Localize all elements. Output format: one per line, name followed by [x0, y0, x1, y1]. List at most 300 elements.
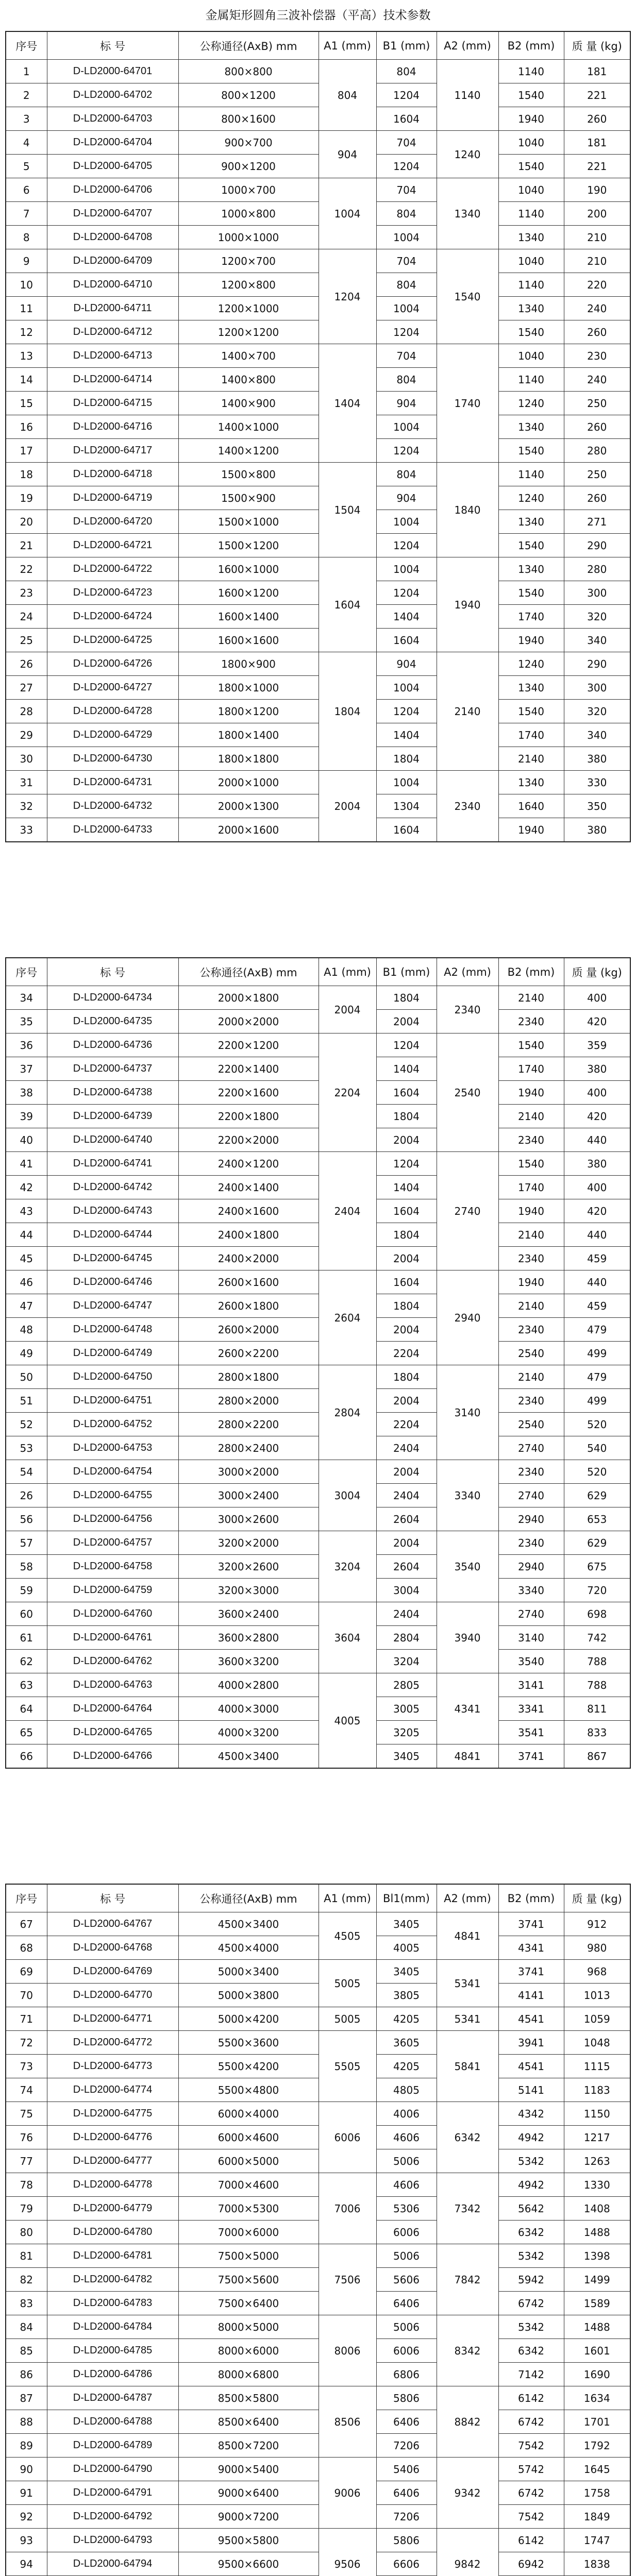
cell-size: 2800×1800 [178, 1365, 319, 1389]
cell-seq: 35 [6, 1010, 47, 1033]
cell-a1: 8006 [319, 2315, 376, 2386]
cell-b1: 1804 [376, 1294, 437, 1318]
cell-size: 1200×700 [178, 249, 319, 273]
cell-weight: 1217 [564, 2126, 630, 2149]
cell-weight: 320 [564, 700, 630, 723]
cell-b2: 1740 [498, 723, 564, 747]
cell-size: 1200×1200 [178, 320, 319, 344]
cell-size: 1400×800 [178, 368, 319, 392]
cell-b1: 6406 [376, 2481, 437, 2505]
cell-model: D-LD2000-64760 [47, 1602, 178, 1626]
cell-b1: 5806 [376, 2529, 437, 2552]
cell-b2: 3141 [498, 1673, 564, 1697]
table-row [6, 2149, 630, 2173]
cell-b2: 2140 [498, 747, 564, 771]
cell-size: 4500×3400 [178, 1744, 319, 1769]
table-row [6, 2197, 630, 2221]
table-row [6, 1342, 630, 1365]
table-row [6, 1912, 630, 1936]
cell-seq: 54 [6, 1460, 47, 1484]
cell-b1: 804 [376, 273, 437, 297]
cell-size: 2600×1600 [178, 1270, 319, 1294]
cell-model: D-LD2000-64752 [47, 1413, 178, 1436]
cell-seq: 87 [6, 2386, 47, 2410]
cell-size: 5500×4800 [178, 2078, 319, 2102]
cell-b2: 2140 [498, 1105, 564, 1128]
cell-weight: 459 [564, 1294, 630, 1318]
cell-b1: 704 [376, 178, 437, 202]
cell-model: D-LD2000-64775 [47, 2102, 178, 2126]
cell-model: D-LD2000-64787 [47, 2386, 178, 2410]
header-model: 标 号 [47, 958, 178, 986]
cell-a2: 9342 [437, 2458, 498, 2529]
cell-weight: 250 [564, 392, 630, 415]
cell-weight: 811 [564, 1697, 630, 1721]
cell-seq: 24 [6, 605, 47, 629]
cell-seq: 26 [6, 1484, 47, 1507]
cell-size: 2800×2200 [178, 1413, 319, 1436]
table-row [6, 1650, 630, 1673]
cell-b1: 3205 [376, 1721, 437, 1744]
cell-model: D-LD2000-64721 [47, 534, 178, 557]
cell-b2: 1040 [498, 178, 564, 202]
cell-a1: 4005 [319, 1673, 376, 1769]
table-row [6, 1602, 630, 1626]
cell-size: 9500×5800 [178, 2529, 319, 2552]
cell-b2: 4541 [498, 2055, 564, 2078]
cell-b1: 3805 [376, 1984, 437, 2007]
table-row [6, 1128, 630, 1152]
cell-weight: 698 [564, 1602, 630, 1626]
cell-b2: 1940 [498, 818, 564, 842]
cell-seq: 22 [6, 557, 47, 581]
cell-b2: 1940 [498, 629, 564, 652]
cell-seq: 17 [6, 439, 47, 463]
cell-weight: 260 [564, 486, 630, 510]
table-row [6, 2458, 630, 2481]
cell-seq: 76 [6, 2126, 47, 2149]
cell-b1: 704 [376, 131, 437, 155]
cell-b1: 1204 [376, 700, 437, 723]
cell-b1: 1004 [376, 226, 437, 249]
cell-b2: 1340 [498, 510, 564, 534]
cell-seq: 46 [6, 1270, 47, 1294]
cell-b2: 1540 [498, 581, 564, 605]
cell-model: D-LD2000-64713 [47, 344, 178, 368]
cell-b2: 1940 [498, 1199, 564, 1223]
cell-b2: 5342 [498, 2315, 564, 2339]
cell-weight: 1792 [564, 2434, 630, 2458]
cell-a2: 2340 [437, 771, 498, 842]
cell-model: D-LD2000-64701 [47, 60, 178, 83]
header-size: 公称通径(AxB) mm [178, 31, 319, 60]
cell-model: D-LD2000-64728 [47, 700, 178, 723]
cell-seq: 44 [6, 1223, 47, 1247]
cell-b1: 1204 [376, 534, 437, 557]
cell-b2: 3741 [498, 1960, 564, 1984]
cell-seq: 37 [6, 1057, 47, 1081]
cell-b2: 5642 [498, 2197, 564, 2221]
table-row [6, 1697, 630, 1721]
cell-weight: 867 [564, 1744, 630, 1769]
cell-weight: 833 [564, 1721, 630, 1744]
cell-b2: 1340 [498, 676, 564, 700]
cell-b1: 2204 [376, 1342, 437, 1365]
cell-model: D-LD2000-64791 [47, 2481, 178, 2505]
cell-b1: 4006 [376, 2102, 437, 2126]
cell-a1: 804 [319, 60, 376, 131]
cell-model: D-LD2000-64746 [47, 1270, 178, 1294]
cell-b1: 1004 [376, 415, 437, 439]
cell-weight: 788 [564, 1650, 630, 1673]
header-model: 标 号 [47, 1884, 178, 1912]
cell-a2: 5841 [437, 2031, 498, 2102]
table-row [6, 202, 630, 226]
table-row [6, 986, 630, 1010]
cell-a1: 5005 [319, 2007, 376, 2031]
cell-seq: 2 [6, 83, 47, 107]
cell-b2: 1540 [498, 155, 564, 178]
cell-seq: 89 [6, 2434, 47, 2458]
cell-size: 2400×1200 [178, 1152, 319, 1176]
cell-seq: 65 [6, 1721, 47, 1744]
cell-b1: 1204 [376, 1033, 437, 1057]
cell-a1: 1604 [319, 557, 376, 652]
cell-model: D-LD2000-64770 [47, 1984, 178, 2007]
cell-model: D-LD2000-64753 [47, 1436, 178, 1460]
cell-weight: 210 [564, 226, 630, 249]
cell-model: D-LD2000-64768 [47, 1936, 178, 1960]
cell-size: 2600×2200 [178, 1342, 319, 1365]
table-row [6, 1555, 630, 1579]
table-row [6, 60, 630, 83]
cell-a1: 2004 [319, 986, 376, 1033]
cell-model: D-LD2000-64723 [47, 581, 178, 605]
cell-size: 7000×6000 [178, 2221, 319, 2244]
cell-weight: 200 [564, 202, 630, 226]
cell-b2: 2340 [498, 1247, 564, 1270]
cell-seq: 30 [6, 747, 47, 771]
cell-size: 2000×1300 [178, 794, 319, 818]
cell-weight: 240 [564, 368, 630, 392]
cell-seq: 48 [6, 1318, 47, 1342]
cell-size: 8500×6400 [178, 2410, 319, 2434]
cell-weight: 221 [564, 83, 630, 107]
header-seq: 序号 [6, 1884, 47, 1912]
cell-b2: 3941 [498, 2031, 564, 2055]
cell-model: D-LD2000-64724 [47, 605, 178, 629]
cell-seq: 85 [6, 2339, 47, 2363]
cell-b2: 2340 [498, 1010, 564, 1033]
cell-weight: 1330 [564, 2173, 630, 2197]
cell-size: 4000×3200 [178, 1721, 319, 1744]
cell-model: D-LD2000-64734 [47, 986, 178, 1010]
cell-weight: 1488 [564, 2221, 630, 2244]
cell-weight: 280 [564, 439, 630, 463]
cell-size: 1400×1000 [178, 415, 319, 439]
cell-b1: 2004 [376, 1460, 437, 1484]
cell-seq: 41 [6, 1152, 47, 1176]
cell-a2: 8342 [437, 2315, 498, 2386]
cell-size: 1600×1000 [178, 557, 319, 581]
cell-b1: 804 [376, 463, 437, 486]
cell-b1: 2404 [376, 1602, 437, 1626]
cell-b2: 4141 [498, 1984, 564, 2007]
cell-weight: 181 [564, 131, 630, 155]
header-b2: B2 (mm) [498, 1884, 564, 1912]
header-seq: 序号 [6, 31, 47, 60]
cell-b2: 1140 [498, 202, 564, 226]
cell-model: D-LD2000-64720 [47, 510, 178, 534]
cell-seq: 53 [6, 1436, 47, 1460]
table-row [6, 2268, 630, 2292]
cell-seq: 4 [6, 131, 47, 155]
cell-seq: 27 [6, 676, 47, 700]
cell-model: D-LD2000-64742 [47, 1176, 178, 1199]
cell-b1: 1604 [376, 1081, 437, 1105]
cell-a2: 1240 [437, 131, 498, 178]
cell-size: 900×1200 [178, 155, 319, 178]
cell-model: D-LD2000-64765 [47, 1721, 178, 1744]
table-row [6, 131, 630, 155]
table-row [6, 107, 630, 131]
header-b2: B2 (mm) [498, 958, 564, 986]
cell-b2: 1540 [498, 1033, 564, 1057]
cell-b1: 1604 [376, 818, 437, 842]
cell-seq: 91 [6, 2481, 47, 2505]
cell-weight: 1499 [564, 2268, 630, 2292]
cell-b1: 1604 [376, 1199, 437, 1223]
table-row [6, 794, 630, 818]
cell-seq: 83 [6, 2292, 47, 2315]
header-size: 公称通径(AxB) mm [178, 958, 319, 986]
cell-model: D-LD2000-64774 [47, 2078, 178, 2102]
cell-model: D-LD2000-64703 [47, 107, 178, 131]
cell-b2: 6742 [498, 2292, 564, 2315]
cell-model: D-LD2000-64745 [47, 1247, 178, 1270]
cell-a2: 6342 [437, 2102, 498, 2173]
cell-model: D-LD2000-64719 [47, 486, 178, 510]
cell-size: 8000×6000 [178, 2339, 319, 2363]
cell-seq: 84 [6, 2315, 47, 2339]
cell-b2: 5141 [498, 2078, 564, 2102]
cell-size: 900×700 [178, 131, 319, 155]
cell-b1: 2004 [376, 1010, 437, 1033]
cell-b2: 6742 [498, 2410, 564, 2434]
cell-size: 8500×5800 [178, 2386, 319, 2410]
cell-model: D-LD2000-64744 [47, 1223, 178, 1247]
cell-weight: 440 [564, 1270, 630, 1294]
cell-a1: 2004 [319, 771, 376, 842]
cell-model: D-LD2000-64790 [47, 2458, 178, 2481]
table-row [6, 510, 630, 534]
cell-seq: 33 [6, 818, 47, 842]
cell-model: D-LD2000-64766 [47, 1744, 178, 1769]
table-row [6, 1436, 630, 1460]
cell-weight: 181 [564, 60, 630, 83]
cell-b2: 5342 [498, 2244, 564, 2268]
cell-model: D-LD2000-64769 [47, 1960, 178, 1984]
cell-seq: 73 [6, 2055, 47, 2078]
cell-weight: 260 [564, 415, 630, 439]
cell-size: 1400×1200 [178, 439, 319, 463]
cell-b1: 2404 [376, 1484, 437, 1507]
header-row [6, 958, 630, 986]
cell-model: D-LD2000-64725 [47, 629, 178, 652]
cell-a1: 7006 [319, 2173, 376, 2244]
cell-weight: 1115 [564, 2055, 630, 2078]
cell-size: 4500×4000 [178, 1936, 319, 1960]
cell-b2: 1340 [498, 557, 564, 581]
table-row [6, 415, 630, 439]
cell-weight: 629 [564, 1531, 630, 1555]
cell-model: D-LD2000-64750 [47, 1365, 178, 1389]
cell-size: 2400×2000 [178, 1247, 319, 1270]
cell-weight: 980 [564, 1936, 630, 1960]
table-row [6, 273, 630, 297]
cell-b2: 1040 [498, 249, 564, 273]
cell-size: 7500×6400 [178, 2292, 319, 2315]
cell-b1: 904 [376, 392, 437, 415]
cell-seq: 34 [6, 986, 47, 1010]
cell-weight: 221 [564, 155, 630, 178]
cell-model: D-LD2000-64771 [47, 2007, 178, 2031]
cell-a2: 3340 [437, 1460, 498, 1531]
cell-seq: 60 [6, 1602, 47, 1626]
cell-seq: 88 [6, 2410, 47, 2434]
cell-b2: 2540 [498, 1342, 564, 1365]
cell-b2: 5342 [498, 2149, 564, 2173]
cell-size: 2800×2000 [178, 1389, 319, 1413]
cell-size: 800×1200 [178, 83, 319, 107]
cell-weight: 1701 [564, 2410, 630, 2434]
cell-model: D-LD2000-64714 [47, 368, 178, 392]
cell-model: D-LD2000-64718 [47, 463, 178, 486]
cell-model: D-LD2000-64706 [47, 178, 178, 202]
table-row [6, 249, 630, 273]
cell-seq: 23 [6, 581, 47, 605]
cell-b2: 1240 [498, 392, 564, 415]
table-row [6, 605, 630, 629]
cell-seq: 21 [6, 534, 47, 557]
cell-seq: 74 [6, 2078, 47, 2102]
cell-weight: 1838 [564, 2552, 630, 2576]
cell-size: 5000×3800 [178, 1984, 319, 2007]
cell-b2: 6742 [498, 2481, 564, 2505]
cell-size: 2400×1800 [178, 1223, 319, 1247]
cell-seq: 39 [6, 1105, 47, 1128]
cell-size: 2000×2000 [178, 1010, 319, 1033]
cell-seq: 64 [6, 1697, 47, 1721]
cell-a1: 1804 [319, 652, 376, 771]
table-row [6, 2552, 630, 2576]
cell-b1: 1804 [376, 1105, 437, 1128]
cell-b1: 1204 [376, 320, 437, 344]
cell-b1: 704 [376, 344, 437, 368]
cell-b1: 1404 [376, 1176, 437, 1199]
cell-seq: 45 [6, 1247, 47, 1270]
cell-weight: 300 [564, 581, 630, 605]
cell-model: D-LD2000-64729 [47, 723, 178, 747]
cell-model: D-LD2000-64747 [47, 1294, 178, 1318]
table-row [6, 2007, 630, 2031]
cell-model: D-LD2000-64781 [47, 2244, 178, 2268]
cell-seq: 12 [6, 320, 47, 344]
cell-size: 1800×1400 [178, 723, 319, 747]
cell-seq: 63 [6, 1673, 47, 1697]
cell-b1: 7206 [376, 2434, 437, 2458]
cell-b1: 804 [376, 202, 437, 226]
cell-b2: 1940 [498, 107, 564, 131]
cell-b1: 5606 [376, 2268, 437, 2292]
table-row [6, 771, 630, 794]
cell-b1: 1204 [376, 581, 437, 605]
cell-a2: 4341 [437, 1673, 498, 1744]
table-row [6, 320, 630, 344]
cell-b2: 7542 [498, 2505, 564, 2529]
cell-size: 5500×4200 [178, 2055, 319, 2078]
cell-a1: 3204 [319, 1531, 376, 1602]
cell-b1: 6006 [376, 2339, 437, 2363]
table-row [6, 2529, 630, 2552]
cell-model: D-LD2000-64785 [47, 2339, 178, 2363]
cell-weight: 260 [564, 107, 630, 131]
cell-seq: 79 [6, 2197, 47, 2221]
cell-b2: 2340 [498, 1460, 564, 1484]
table-row [6, 2173, 630, 2197]
table-row [6, 818, 630, 842]
cell-size: 3200×3000 [178, 1579, 319, 1602]
cell-model: D-LD2000-64756 [47, 1507, 178, 1531]
header-a2: A2 (mm) [437, 1884, 498, 1912]
cell-seq: 86 [6, 2363, 47, 2386]
table-row [6, 2481, 630, 2505]
cell-seq: 42 [6, 1176, 47, 1199]
cell-size: 7500×5600 [178, 2268, 319, 2292]
cell-seq: 59 [6, 1579, 47, 1602]
cell-b1: 5406 [376, 2458, 437, 2481]
cell-seq: 6 [6, 178, 47, 202]
cell-weight: 1488 [564, 2315, 630, 2339]
cell-size: 2600×1800 [178, 1294, 319, 1318]
table-row [6, 463, 630, 486]
table-row [6, 2102, 630, 2126]
cell-size: 4000×2800 [178, 1673, 319, 1697]
cell-b2: 3340 [498, 1579, 564, 1602]
table-row [6, 1270, 630, 1294]
cell-b1: 704 [376, 249, 437, 273]
cell-b1: 6406 [376, 2410, 437, 2434]
table-row [6, 629, 630, 652]
cell-weight: 230 [564, 344, 630, 368]
cell-a2: 3540 [437, 1531, 498, 1602]
table-row [6, 226, 630, 249]
cell-b2: 6342 [498, 2221, 564, 2244]
cell-weight: 1758 [564, 2481, 630, 2505]
cell-b1: 4805 [376, 2078, 437, 2102]
cell-b2: 1740 [498, 605, 564, 629]
cell-size: 2200×1200 [178, 1033, 319, 1057]
table-row [6, 581, 630, 605]
cell-weight: 459 [564, 1247, 630, 1270]
cell-weight: 220 [564, 273, 630, 297]
cell-b2: 2340 [498, 1318, 564, 1342]
table-row [6, 2244, 630, 2268]
cell-model: D-LD2000-64738 [47, 1081, 178, 1105]
cell-seq: 18 [6, 463, 47, 486]
cell-b2: 1540 [498, 534, 564, 557]
header-b1: Bl1(mm) [376, 1884, 437, 1912]
